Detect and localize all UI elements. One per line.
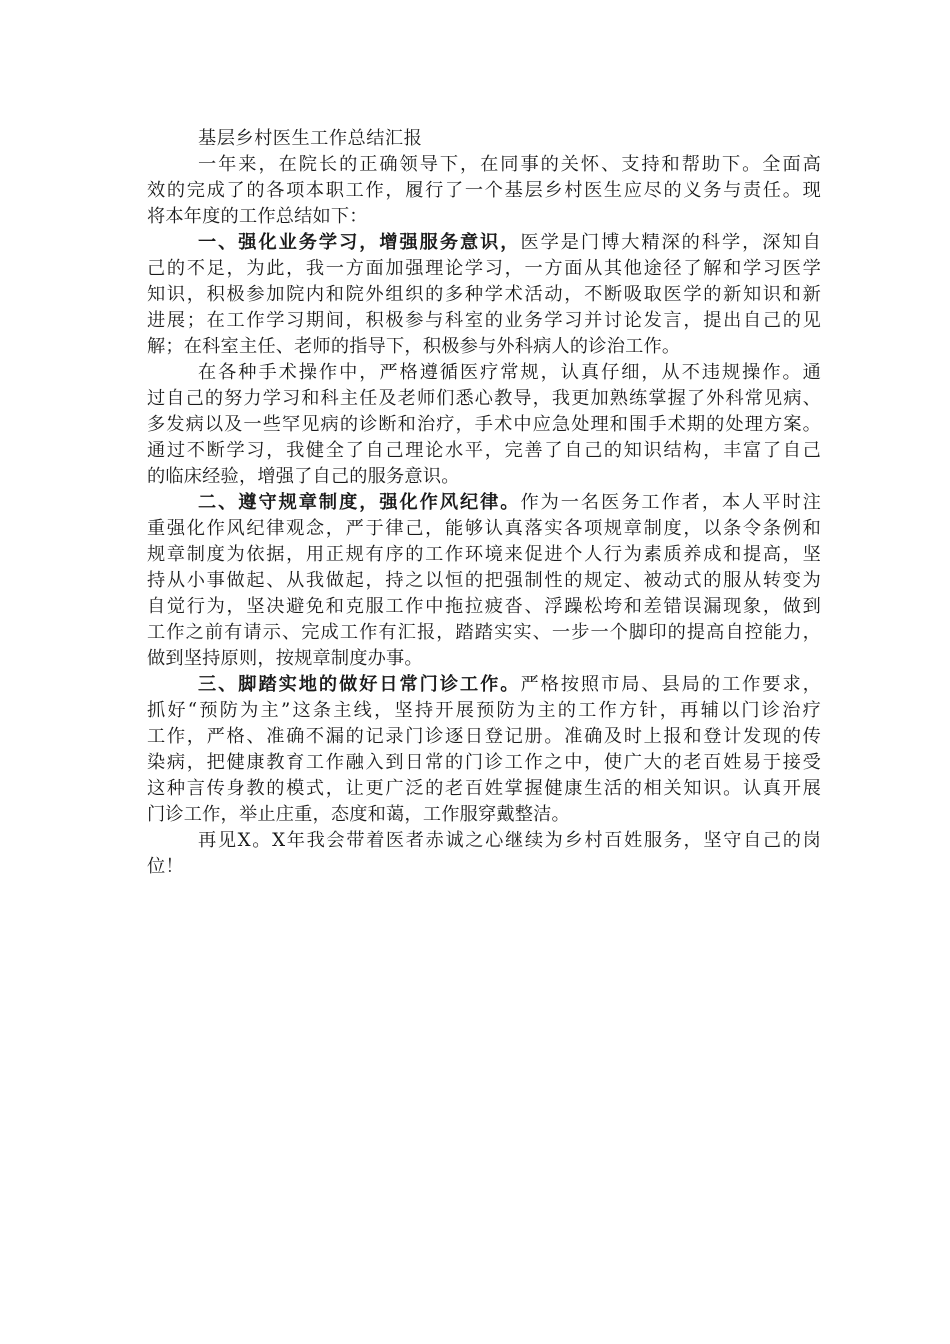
text-line bbox=[147, 230, 821, 256]
text-line bbox=[147, 490, 821, 516]
text-line: 这种言传身教的模式，让更广泛的老百姓掌握健康生活的相关知识。认真开展 bbox=[147, 778, 821, 799]
section-text: 医学是门博大精深的科学，深知自 bbox=[520, 232, 821, 253]
text-line: 工作，严格、准确不漏的记录门诊逐日登记册。准确及时上报和登计发现的传 bbox=[147, 726, 821, 747]
text-line: 位！ bbox=[147, 856, 184, 877]
text-line: 自觉行为，坚决避免和克服工作中拖拉疲沓、浮躁松垮和差错误漏现象，做到 bbox=[147, 596, 821, 617]
document-title: 基层乡村医生工作总结汇报 bbox=[198, 128, 423, 149]
text-line: 门诊工作，举止庄重，态度和蔼，工作服穿戴整洁。 bbox=[147, 804, 570, 825]
text-line: 规章制度为依据，用正规有序的工作环境来促进个人行为素质养成和提高，坚 bbox=[147, 544, 821, 565]
text-line: 知识，积极参加院内和院外组织的多种学术活动，不断吸取医学的新知识和新 bbox=[147, 284, 821, 305]
text-line: 解；在科室主任、老师的指导下，积极参与外科病人的诊治工作。 bbox=[147, 336, 681, 357]
text-line: 进展；在工作学习期间，积极参与科室的业务学习并讨论发言，提出自己的见 bbox=[147, 310, 821, 331]
section-heading: 二、遵守规章制度，强化作风纪律。 bbox=[198, 492, 521, 513]
text-line bbox=[147, 672, 821, 698]
text-line: 一年来，在院长的正确领导下，在同事的关怀、支持和帮助下。全面高 bbox=[198, 154, 821, 175]
text-line: 持从小事做起、从我做起，持之以恒的把强制性的规定、被动式的服从转变为 bbox=[147, 570, 821, 591]
text-line: 的临床经验，增强了自己的服务意识。 bbox=[147, 466, 460, 487]
section-text: 严格按照市局、县局的工作要求， bbox=[520, 674, 821, 695]
text-line: 染病，把健康教育工作融入到日常的门诊工作之中，使广大的老百姓易于接受 bbox=[147, 752, 821, 773]
text-line: 将本年度的工作总结如下： bbox=[147, 206, 368, 227]
text-line: 做到坚持原则，按规章制度办事。 bbox=[147, 648, 423, 669]
text-line: 多发病以及一些罕见病的诊断和治疗，手术中应急处理和围手术期的处理方案。 bbox=[147, 414, 821, 435]
paragraph-section-3 bbox=[147, 672, 821, 828]
text-line: 工作之前有请示、完成工作有汇报，踏踏实实、一步一个脚印的提高自控能力， bbox=[147, 622, 821, 643]
text-line: 过自己的努力学习和科主任及老师们悉心教导，我更加熟练掌握了外科常见病、 bbox=[147, 388, 821, 409]
paragraph-surgery bbox=[147, 360, 821, 490]
text-line: 重强化作风纪律观念，严于律己，能够认真落实各项规章制度，以条令条例和 bbox=[147, 518, 821, 539]
text-line: 抓好“预防为主”这条主线，坚持开展预防为主的工作方针，再辅以门诊治疗 bbox=[147, 700, 821, 721]
document-page bbox=[147, 126, 821, 880]
paragraph-intro bbox=[147, 152, 821, 230]
text-line: 效的完成了的各项本职工作，履行了一个基层乡村医生应尽的义务与责任。现 bbox=[147, 180, 821, 201]
text-line: 通过不断学习，我健全了自己理论水平，完善了自己的知识结构，丰富了自己 bbox=[147, 440, 821, 461]
text-line: 再见X。X年我会带着医者赤诚之心继续为乡村百姓服务，坚守自己的岗 bbox=[198, 830, 821, 851]
section-heading: 一、强化业务学习，增强服务意识， bbox=[198, 232, 521, 253]
paragraph-closing bbox=[147, 828, 821, 880]
paragraph-section-1 bbox=[147, 230, 821, 360]
text-line: 在各种手术操作中，严格遵循医疗常规，认真仔细，从不违规操作。通 bbox=[198, 362, 821, 383]
section-heading: 三、脚踏实地的做好日常门诊工作。 bbox=[198, 674, 521, 695]
paragraph-section-2 bbox=[147, 490, 821, 672]
text-line: 己的不足，为此，我一方面加强理论学习，一方面从其他途径了解和学习医学 bbox=[147, 258, 821, 279]
section-text: 作为一名医务工作者，本人平时注 bbox=[520, 492, 821, 513]
